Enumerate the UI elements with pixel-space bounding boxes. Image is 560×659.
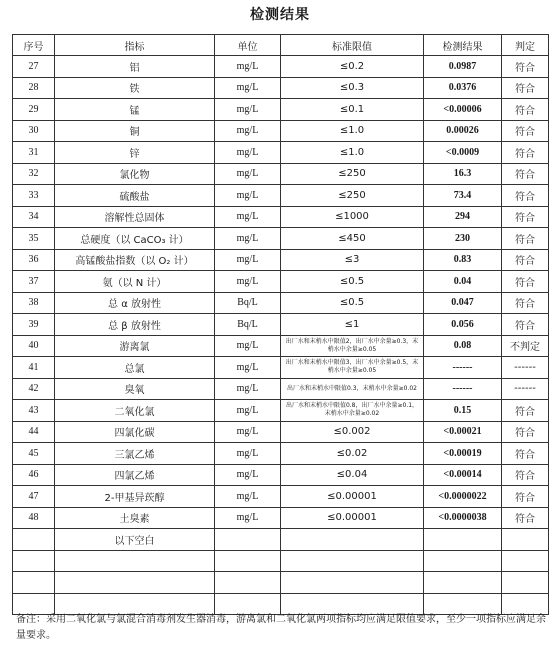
row-unit: mg/L bbox=[215, 77, 281, 99]
row-unit: mg/L bbox=[215, 163, 281, 185]
row-judge: 符合 bbox=[502, 249, 549, 271]
row-seq: 47 bbox=[13, 486, 55, 508]
results-table bbox=[12, 34, 549, 615]
row-indicator: 铜 bbox=[55, 120, 215, 142]
blank-cell bbox=[215, 572, 281, 594]
row-indicator: 总 β 放射性 bbox=[55, 314, 215, 336]
row-result: <0.0009 bbox=[424, 142, 502, 164]
row-indicator: 游离氯 bbox=[55, 335, 215, 357]
row-judge: 不判定 bbox=[502, 335, 549, 357]
row-unit: mg/L bbox=[215, 486, 281, 508]
row-result: 0.0376 bbox=[424, 77, 502, 99]
table-row bbox=[13, 99, 549, 121]
page-title: 检测结果 bbox=[250, 7, 310, 23]
row-seq: 34 bbox=[13, 206, 55, 228]
row-seq: 43 bbox=[13, 400, 55, 422]
row-limit: ≤250 bbox=[281, 163, 424, 185]
row-result: 0.00026 bbox=[424, 120, 502, 142]
table-row bbox=[13, 507, 549, 529]
header-limit: 标准限值 bbox=[281, 35, 424, 56]
row-judge: 符合 bbox=[502, 206, 549, 228]
row-indicator: 氯化物 bbox=[55, 163, 215, 185]
row-result: <0.00006 bbox=[424, 99, 502, 121]
row-result: 0.15 bbox=[424, 400, 502, 422]
table-row bbox=[13, 163, 549, 185]
table-row bbox=[13, 185, 549, 207]
header-indicator: 指标 bbox=[55, 35, 215, 56]
row-limit: ≤0.3 bbox=[281, 77, 424, 99]
row-indicator: 总氯 bbox=[55, 357, 215, 379]
row-unit: mg/L bbox=[215, 464, 281, 486]
blank-cell bbox=[13, 529, 55, 551]
row-limit: ≤1000 bbox=[281, 206, 424, 228]
row-limit: ≤0.2 bbox=[281, 56, 424, 78]
row-seq: 28 bbox=[13, 77, 55, 99]
table-row bbox=[13, 314, 549, 336]
table-row bbox=[13, 486, 549, 508]
row-unit: mg/L bbox=[215, 378, 281, 400]
row-seq: 44 bbox=[13, 421, 55, 443]
row-result: 0.047 bbox=[424, 292, 502, 314]
row-judge: 符合 bbox=[502, 185, 549, 207]
row-unit: mg/L bbox=[215, 56, 281, 78]
row-seq: 33 bbox=[13, 185, 55, 207]
row-limit: ≤0.04 bbox=[281, 464, 424, 486]
table-row bbox=[13, 443, 549, 465]
table-row bbox=[13, 77, 549, 99]
blank-cell bbox=[215, 529, 281, 551]
row-result: <0.00021 bbox=[424, 421, 502, 443]
row-seq: 29 bbox=[13, 99, 55, 121]
table-row bbox=[13, 142, 549, 164]
row-unit: mg/L bbox=[215, 421, 281, 443]
row-unit: Bq/L bbox=[215, 314, 281, 336]
table-row bbox=[13, 249, 549, 271]
row-indicator: 高锰酸盐指数（以 O₂ 计） bbox=[55, 249, 215, 271]
row-limit: ≤450 bbox=[281, 228, 424, 250]
row-limit: 出厂水和末梢水中限值0.3，末梢水中余量≥0.02 bbox=[281, 378, 424, 400]
row-limit: ≤0.5 bbox=[281, 292, 424, 314]
header-result: 检测结果 bbox=[424, 35, 502, 56]
footnote: 备注：采用二氧化氯与氯混合消毒剂发生器消毒，游离氯和二氧化氯两项指标均应满足限值要求，至少一项指标应满足余量要求。 bbox=[16, 614, 546, 641]
row-result: 230 bbox=[424, 228, 502, 250]
blank-cell bbox=[424, 529, 502, 551]
row-result: <0.0000022 bbox=[424, 486, 502, 508]
blank-row bbox=[13, 529, 549, 551]
row-unit: mg/L bbox=[215, 142, 281, 164]
row-seq: 32 bbox=[13, 163, 55, 185]
row-unit: Bq/L bbox=[215, 292, 281, 314]
row-indicator: 二氧化氯 bbox=[55, 400, 215, 422]
row-indicator: 溶解性总固体 bbox=[55, 206, 215, 228]
row-indicator: 四氯乙烯 bbox=[55, 464, 215, 486]
row-judge: 符合 bbox=[502, 507, 549, 529]
row-judge: 符合 bbox=[502, 443, 549, 465]
blank-cell bbox=[13, 550, 55, 572]
blank-cell bbox=[281, 550, 424, 572]
blank-row bbox=[13, 572, 549, 594]
row-limit: 出厂水和末梢水中限值2，出厂水中余量≥0.3，末梢水中余量≥0.05 bbox=[281, 335, 424, 357]
row-judge: 符合 bbox=[502, 486, 549, 508]
table-row bbox=[13, 400, 549, 422]
row-indicator: 锰 bbox=[55, 99, 215, 121]
row-judge: 符合 bbox=[502, 292, 549, 314]
row-unit: mg/L bbox=[215, 443, 281, 465]
row-result: <0.0000038 bbox=[424, 507, 502, 529]
row-seq: 31 bbox=[13, 142, 55, 164]
row-unit: mg/L bbox=[215, 228, 281, 250]
table-row bbox=[13, 120, 549, 142]
row-seq: 35 bbox=[13, 228, 55, 250]
row-result: 73.4 bbox=[424, 185, 502, 207]
row-indicator: 氨（以 N 计） bbox=[55, 271, 215, 293]
row-limit: ≤3 bbox=[281, 249, 424, 271]
row-judge: 符合 bbox=[502, 120, 549, 142]
blank-label: 以下空白 bbox=[55, 529, 215, 551]
row-indicator: 总硬度（以 CaCO₃ 计） bbox=[55, 228, 215, 250]
blank-cell bbox=[13, 572, 55, 594]
row-result: <0.00019 bbox=[424, 443, 502, 465]
row-indicator: 锌 bbox=[55, 142, 215, 164]
table-row bbox=[13, 378, 549, 400]
row-judge: ------ bbox=[502, 357, 549, 379]
row-judge: 符合 bbox=[502, 163, 549, 185]
row-result: 0.056 bbox=[424, 314, 502, 336]
row-seq: 38 bbox=[13, 292, 55, 314]
row-unit: mg/L bbox=[215, 206, 281, 228]
row-result: 0.0987 bbox=[424, 56, 502, 78]
row-unit: mg/L bbox=[215, 249, 281, 271]
row-indicator: 土臭素 bbox=[55, 507, 215, 529]
row-judge: 符合 bbox=[502, 464, 549, 486]
row-indicator: 臭氧 bbox=[55, 378, 215, 400]
table-row bbox=[13, 228, 549, 250]
row-seq: 30 bbox=[13, 120, 55, 142]
row-result: 0.08 bbox=[424, 335, 502, 357]
header-unit: 单位 bbox=[215, 35, 281, 56]
row-indicator: 四氯化碳 bbox=[55, 421, 215, 443]
row-unit: mg/L bbox=[215, 271, 281, 293]
blank-cell bbox=[215, 550, 281, 572]
row-limit: ≤1.0 bbox=[281, 142, 424, 164]
row-unit: mg/L bbox=[215, 400, 281, 422]
row-result: 16.3 bbox=[424, 163, 502, 185]
row-judge: 符合 bbox=[502, 77, 549, 99]
row-result: 0.04 bbox=[424, 271, 502, 293]
row-result: ------ bbox=[424, 357, 502, 379]
row-seq: 48 bbox=[13, 507, 55, 529]
row-limit: ≤0.002 bbox=[281, 421, 424, 443]
row-unit: mg/L bbox=[215, 120, 281, 142]
row-judge: 符合 bbox=[502, 56, 549, 78]
row-limit: ≤250 bbox=[281, 185, 424, 207]
table-row bbox=[13, 421, 549, 443]
row-unit: mg/L bbox=[215, 99, 281, 121]
row-limit: 出厂水和末梢水中限值3，出厂水中余量≥0.5，末梢水中余量≥0.05 bbox=[281, 357, 424, 379]
header-seq: 序号 bbox=[13, 35, 55, 56]
row-indicator: 铁 bbox=[55, 77, 215, 99]
row-judge: 符合 bbox=[502, 271, 549, 293]
row-judge: 符合 bbox=[502, 142, 549, 164]
row-seq: 41 bbox=[13, 357, 55, 379]
row-indicator: 总 α 放射性 bbox=[55, 292, 215, 314]
row-seq: 27 bbox=[13, 56, 55, 78]
row-indicator: 硫酸盐 bbox=[55, 185, 215, 207]
row-indicator: 三氯乙烯 bbox=[55, 443, 215, 465]
row-result: 0.83 bbox=[424, 249, 502, 271]
table-row bbox=[13, 206, 549, 228]
row-result: ------ bbox=[424, 378, 502, 400]
table-row bbox=[13, 357, 549, 379]
row-indicator: 铝 bbox=[55, 56, 215, 78]
row-judge: 符合 bbox=[502, 99, 549, 121]
row-seq: 45 bbox=[13, 443, 55, 465]
row-seq: 40 bbox=[13, 335, 55, 357]
row-result: <0.00014 bbox=[424, 464, 502, 486]
header-judge: 判定 bbox=[502, 35, 549, 56]
row-unit: mg/L bbox=[215, 507, 281, 529]
row-judge: ------ bbox=[502, 378, 549, 400]
table-row bbox=[13, 56, 549, 78]
row-unit: mg/L bbox=[215, 185, 281, 207]
blank-cell bbox=[281, 529, 424, 551]
blank-row bbox=[13, 550, 549, 572]
table-row bbox=[13, 292, 549, 314]
row-judge: 符合 bbox=[502, 400, 549, 422]
row-indicator: 2-甲基异莰醇 bbox=[55, 486, 215, 508]
row-unit: mg/L bbox=[215, 357, 281, 379]
row-judge: 符合 bbox=[502, 228, 549, 250]
row-seq: 39 bbox=[13, 314, 55, 336]
table-row bbox=[13, 335, 549, 357]
blank-cell bbox=[502, 550, 549, 572]
table-row bbox=[13, 271, 549, 293]
blank-cell bbox=[424, 572, 502, 594]
blank-cell bbox=[502, 572, 549, 594]
row-seq: 46 bbox=[13, 464, 55, 486]
row-limit: 出厂水和末梢水中限值0.8，出厂水中余量≥0.1，末梢水中余量≥0.02 bbox=[281, 400, 424, 422]
row-seq: 36 bbox=[13, 249, 55, 271]
row-limit: ≤0.00001 bbox=[281, 486, 424, 508]
row-unit: mg/L bbox=[215, 335, 281, 357]
blank-cell bbox=[424, 550, 502, 572]
table-row bbox=[13, 464, 549, 486]
row-judge: 符合 bbox=[502, 314, 549, 336]
table-header-row bbox=[13, 35, 549, 56]
row-limit: ≤0.1 bbox=[281, 99, 424, 121]
row-limit: ≤0.5 bbox=[281, 271, 424, 293]
table-body bbox=[13, 56, 549, 615]
blank-cell bbox=[55, 550, 215, 572]
row-limit: ≤1 bbox=[281, 314, 424, 336]
row-limit: ≤1.0 bbox=[281, 120, 424, 142]
blank-cell bbox=[502, 529, 549, 551]
blank-cell bbox=[55, 572, 215, 594]
row-limit: ≤0.02 bbox=[281, 443, 424, 465]
row-judge: 符合 bbox=[502, 421, 549, 443]
row-limit: ≤0.00001 bbox=[281, 507, 424, 529]
row-result: 294 bbox=[424, 206, 502, 228]
row-seq: 37 bbox=[13, 271, 55, 293]
blank-cell bbox=[281, 572, 424, 594]
row-seq: 42 bbox=[13, 378, 55, 400]
